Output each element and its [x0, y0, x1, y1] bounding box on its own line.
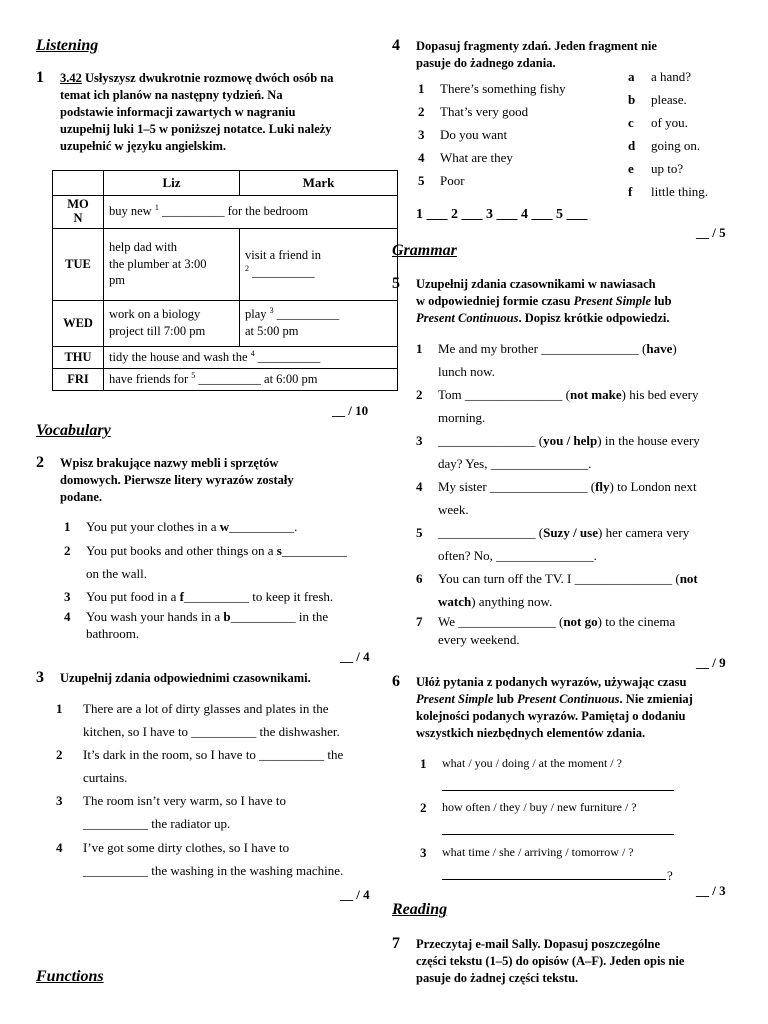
grammar-heading: Grammar: [392, 242, 457, 259]
day-cell: FRI: [53, 368, 104, 390]
listening-heading: Listening: [36, 37, 99, 54]
task-5-score: __ / 9: [696, 655, 726, 670]
task-number: 7: [392, 935, 400, 952]
table-row-mon: [53, 196, 398, 229]
task-instruction: Przeczytaj e-mail Sally. Dopasuj poszczególne części tekstu (1–5) do opisów (A–F). Jeden opis nie pasuje do żadnej części tekstu.: [416, 937, 685, 985]
day-cell: WED: [53, 300, 104, 346]
table-corner: [53, 171, 104, 196]
task-instruction: Uzupełnij zdania czasownikami w nawiasach w odpowiedniej formie czasu Present Simple lub Present Continuous. Dopisz krótkie odpowiedzi.: [416, 277, 672, 325]
note-cell: buy new $^1$ __________ for the bedroom: [104, 196, 398, 229]
table-row-fri: [53, 368, 398, 390]
task-number: 2: [36, 454, 44, 471]
liz-cell: help dad with the plumber at 3:00 pm: [104, 228, 240, 300]
note-cell: have friends for $^5$ __________ at 6:00 pm: [104, 368, 398, 390]
column-header-liz: Liz: [104, 171, 240, 196]
task-1-score: __ / 10: [332, 403, 369, 418]
table-row-wed: [53, 300, 398, 346]
reading-heading: Reading: [392, 901, 448, 918]
task-6-score: __ / 3: [696, 883, 726, 898]
task-instruction: 3.42 Usłyszysz dwukrotnie rozmowę dwóch osób na temat ich planów na następny tydzień. Na podstawie informacji zawartych w nagraniu uzupełnij luki 1–5 w poniższej notatce. Luki należy uzupełnić w języku angielskim.: [60, 71, 334, 153]
task-4-score: __ / 5: [696, 225, 726, 240]
mark-cell: visit a friend in $^2$ __________: [240, 228, 398, 300]
task-instruction: Dopasuj fragmenty zdań. Jeden fragment nie pasuje do żadnego zdania.: [416, 39, 657, 70]
functions-heading: Functions: [36, 968, 104, 985]
task-2-score: __ / 4: [340, 649, 370, 664]
answer-line[interactable]: [442, 834, 674, 835]
track-number: 3.42: [60, 71, 82, 85]
answer-line[interactable]: [442, 790, 674, 791]
mark-cell: play $^3$ __________ at 5:00 pm: [240, 300, 398, 346]
note-cell: tidy the house and wash the $^4$ __________: [104, 346, 398, 368]
table-header-row: [53, 171, 398, 196]
answer-line[interactable]: [442, 879, 666, 880]
task-instruction: Uzupełnij zdania odpowiednimi czasownikami.: [60, 671, 311, 685]
task-instruction: Wpisz brakujące nazwy mebli i sprzętów domowych. Pierwsze litery wyrazów zostały podane.: [60, 456, 294, 504]
column-header-mark: Mark: [240, 171, 398, 196]
vocabulary-heading: Vocabulary: [36, 422, 111, 439]
task-number: 5: [392, 275, 400, 292]
liz-cell: work on a biology project till 7:00 pm: [104, 300, 240, 346]
answer-key-row[interactable]: 1 ___ 2 ___ 3 ___ 4 ___ 5 ___: [416, 207, 588, 222]
day-cell: MO N: [53, 196, 104, 229]
notes-table: [52, 170, 398, 391]
day-cell: TUE: [53, 228, 104, 300]
task-number: 3: [36, 669, 44, 686]
table-row-tue: [53, 228, 398, 300]
task-number: 4: [392, 37, 400, 54]
table-row-thu: [53, 346, 398, 368]
task-number: 1: [36, 69, 44, 86]
task-number: 6: [392, 673, 400, 690]
day-cell: THU: [53, 346, 104, 368]
task-3-score: __ / 4: [340, 887, 370, 902]
question-mark: ?: [667, 868, 673, 883]
task-instruction: Ułóż pytania z podanych wyrazów, używając czasu Present Simple lub Present Continuous. Nie zmieniaj kolejności podanych wyrazów. Pamiętaj o dodaniu wszystkich niezbędnych elementów zdania.: [416, 675, 693, 740]
